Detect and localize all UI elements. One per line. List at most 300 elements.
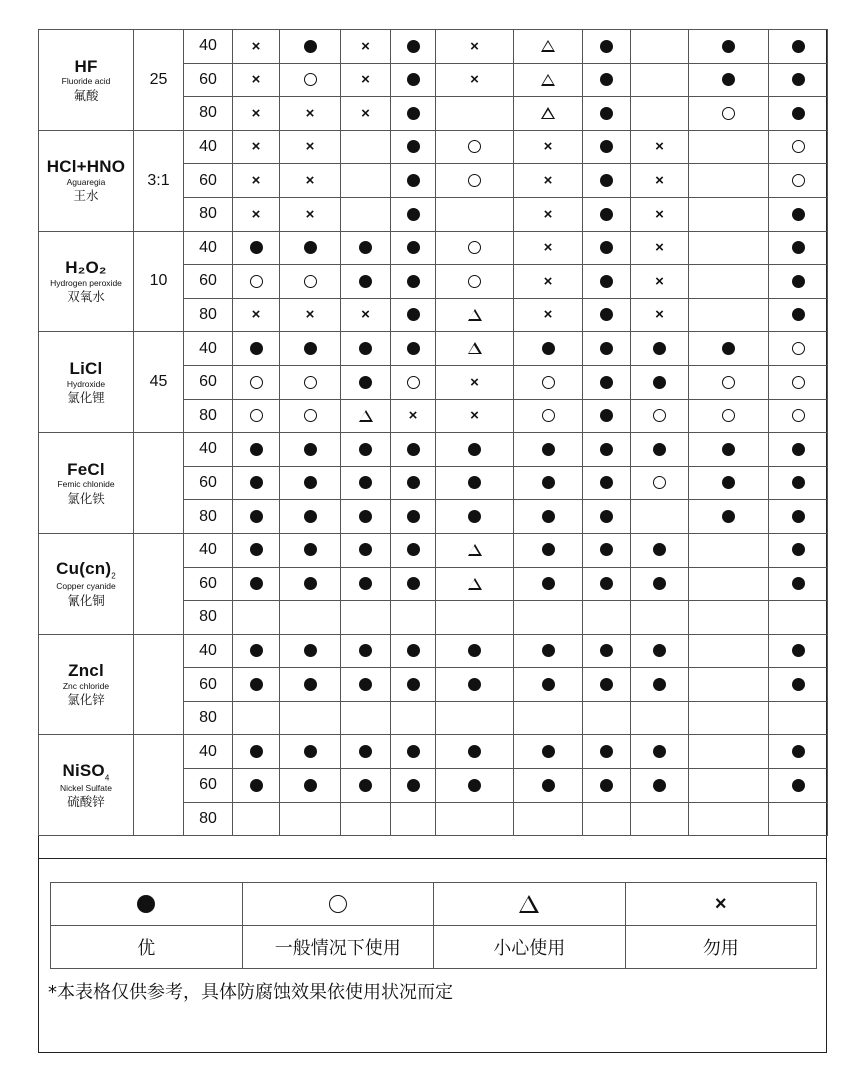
rating-cell <box>769 634 828 668</box>
cross-icon: × <box>251 306 261 324</box>
filled-circle-icon <box>792 73 805 86</box>
filled-circle-icon <box>359 476 372 489</box>
filled-circle-icon <box>542 644 555 657</box>
chemical-name-cell <box>39 130 134 231</box>
rating-cell <box>341 130 391 164</box>
rating-cell <box>514 97 583 131</box>
rating-cell <box>769 668 828 702</box>
rating-cell <box>233 634 280 668</box>
filled-circle-icon <box>250 443 263 456</box>
chemical-name-cell <box>39 634 134 735</box>
rating-cell <box>583 63 631 97</box>
rating-cell <box>583 97 631 131</box>
filled-circle-icon <box>600 476 613 489</box>
rating-cell <box>391 332 436 366</box>
filled-circle-icon <box>653 543 666 556</box>
legend-symbol-row <box>51 883 817 926</box>
cross-icon: × <box>543 138 553 156</box>
rating-cell <box>280 399 341 433</box>
filled-circle-icon <box>600 745 613 758</box>
filled-circle-icon <box>600 241 613 254</box>
chemical-resistance-table <box>38 29 828 836</box>
filled-circle-icon <box>407 510 420 523</box>
rating-cell <box>391 63 436 97</box>
filled-circle-icon <box>653 443 666 456</box>
rating-cell <box>341 332 391 366</box>
cross-icon: × <box>251 37 261 55</box>
cross-icon: × <box>305 138 315 156</box>
cross-icon: × <box>655 306 664 324</box>
rating-cell <box>689 668 769 702</box>
rating-cell <box>583 701 631 735</box>
rating-cell <box>769 365 828 399</box>
rating-cell <box>514 701 583 735</box>
rating-cell <box>689 433 769 467</box>
chemical-formula <box>39 762 133 783</box>
rating-cell <box>436 500 514 534</box>
rating-cell <box>514 164 583 198</box>
formula-text: H₂O₂ <box>65 258 107 278</box>
filled-circle-icon <box>304 779 317 792</box>
triangle-icon <box>541 40 555 52</box>
temperature-cell: 60 <box>184 466 233 500</box>
chinese-name: 氯化锌 <box>67 692 105 708</box>
filled-circle-icon <box>468 779 481 792</box>
cross-icon: × <box>470 407 479 425</box>
filled-circle-icon <box>407 577 420 590</box>
temperature-cell: 80 <box>184 399 233 433</box>
filled-circle-icon <box>468 510 481 523</box>
filled-circle-icon <box>600 678 613 691</box>
rating-cell <box>233 63 280 97</box>
rating-cell <box>583 197 631 231</box>
rating-cell <box>391 164 436 198</box>
rating-cell <box>769 433 828 467</box>
rating-cell <box>436 164 514 198</box>
rating-cell <box>280 130 341 164</box>
rating-cell <box>436 735 514 769</box>
rating-cell <box>514 332 583 366</box>
filled-circle-icon <box>600 779 613 792</box>
cross-icon: × <box>470 37 479 55</box>
chemical-name-cell <box>39 735 134 836</box>
filled-circle-icon <box>359 577 372 590</box>
rating-cell <box>769 399 828 433</box>
legend-symbol-cell <box>434 883 626 926</box>
rating-cell <box>583 30 631 64</box>
rating-cell <box>689 63 769 97</box>
rating-cell <box>631 231 689 265</box>
rating-cell <box>436 399 514 433</box>
filled-circle-icon <box>600 376 613 389</box>
rating-cell <box>233 164 280 198</box>
rating-cell <box>436 197 514 231</box>
filled-circle-icon <box>304 678 317 691</box>
rating-cell <box>631 433 689 467</box>
cross-icon: × <box>655 272 664 290</box>
temperature-cell: 60 <box>184 164 233 198</box>
table-row <box>39 735 828 769</box>
formula-text: FeCl <box>67 459 105 479</box>
rating-cell <box>689 500 769 534</box>
rating-cell <box>436 634 514 668</box>
rating-cell <box>341 197 391 231</box>
filled-circle-icon <box>542 779 555 792</box>
filled-circle-icon <box>542 476 555 489</box>
hollow-circle-icon <box>250 275 263 288</box>
filled-circle-icon <box>359 241 372 254</box>
filled-circle-icon <box>250 510 263 523</box>
temperature-cell: 60 <box>184 567 233 601</box>
rating-cell <box>689 332 769 366</box>
hollow-circle-icon <box>304 409 317 422</box>
chinese-name: 氯化铁 <box>67 490 105 506</box>
rating-cell <box>280 802 341 836</box>
filled-circle-icon <box>792 443 805 456</box>
rating-cell <box>514 30 583 64</box>
filled-circle-icon <box>359 543 372 556</box>
rating-cell <box>436 63 514 97</box>
rating-cell <box>631 802 689 836</box>
filled-circle-icon <box>304 40 317 53</box>
rating-cell <box>631 164 689 198</box>
rating-cell <box>280 197 341 231</box>
rating-cell <box>391 130 436 164</box>
triangle-icon <box>359 410 373 422</box>
hollow-circle-icon <box>653 476 666 489</box>
filled-circle-icon <box>359 644 372 657</box>
temperature-cell: 40 <box>184 433 233 467</box>
rating-cell <box>436 332 514 366</box>
rating-cell <box>769 332 828 366</box>
rating-cell <box>233 735 280 769</box>
temperature-cell: 40 <box>184 533 233 567</box>
filled-circle-icon <box>407 342 420 355</box>
rating-cell <box>391 466 436 500</box>
rating-cell <box>391 769 436 803</box>
filled-circle-icon <box>250 476 263 489</box>
hollow-circle-icon <box>468 275 481 288</box>
rating-cell <box>583 298 631 332</box>
rating-cell <box>436 769 514 803</box>
rating-cell <box>631 399 689 433</box>
rating-cell <box>436 533 514 567</box>
rating-cell <box>689 769 769 803</box>
rating-cell <box>769 601 828 635</box>
cross-icon: × <box>714 893 727 915</box>
filled-circle-icon <box>600 73 613 86</box>
filled-circle-icon <box>722 73 735 86</box>
rating-cell <box>341 399 391 433</box>
rating-cell <box>341 97 391 131</box>
legend-symbol-cell <box>51 883 243 926</box>
rating-cell <box>583 634 631 668</box>
filled-circle-icon <box>653 577 666 590</box>
temperature-cell: 80 <box>184 802 233 836</box>
filled-circle-icon <box>304 342 317 355</box>
rating-cell <box>631 500 689 534</box>
cross-icon: × <box>251 71 261 89</box>
rating-cell <box>436 802 514 836</box>
rating-cell <box>689 197 769 231</box>
rating-cell <box>391 735 436 769</box>
rating-cell <box>341 802 391 836</box>
rating-cell <box>233 332 280 366</box>
rating-cell <box>341 701 391 735</box>
rating-cell <box>514 298 583 332</box>
temperature-cell: 80 <box>184 298 233 332</box>
cross-icon: × <box>470 373 479 391</box>
chinese-name: 氟酸 <box>73 87 99 103</box>
hollow-circle-icon <box>722 409 735 422</box>
triangle-icon <box>468 544 482 556</box>
legend-label: 一般情况下使用 <box>242 926 434 969</box>
chemical-name-cell <box>39 332 134 433</box>
temperature-cell: 80 <box>184 701 233 735</box>
cross-icon: × <box>470 71 479 89</box>
rating-cell <box>436 130 514 164</box>
rating-cell <box>391 197 436 231</box>
hollow-circle-icon <box>250 376 263 389</box>
rating-cell <box>436 433 514 467</box>
concentration-cell <box>134 735 184 836</box>
rating-cell <box>631 769 689 803</box>
rating-cell <box>631 265 689 299</box>
rating-cell <box>769 63 828 97</box>
filled-circle-icon <box>407 174 420 187</box>
filled-circle-icon <box>250 543 263 556</box>
section-divider <box>38 858 827 859</box>
hollow-circle-icon <box>792 342 805 355</box>
filled-circle-icon <box>304 577 317 590</box>
rating-cell <box>689 802 769 836</box>
rating-cell <box>341 231 391 265</box>
rating-cell <box>689 365 769 399</box>
rating-cell <box>391 701 436 735</box>
filled-circle-icon <box>407 40 420 53</box>
filled-circle-icon <box>304 476 317 489</box>
rating-cell <box>583 466 631 500</box>
cross-icon: × <box>251 138 261 156</box>
english-name: Nickel Sulfate <box>60 782 112 793</box>
rating-cell <box>631 130 689 164</box>
concentration-cell: 10 <box>134 231 184 332</box>
table-row <box>39 533 828 567</box>
rating-cell <box>280 466 341 500</box>
filled-circle-icon <box>359 779 372 792</box>
filled-circle-icon <box>304 443 317 456</box>
table-row <box>39 231 828 265</box>
filled-circle-icon <box>722 40 735 53</box>
temperature-cell: 60 <box>184 265 233 299</box>
rating-cell <box>583 399 631 433</box>
rating-cell <box>233 769 280 803</box>
cross-icon: × <box>361 306 370 324</box>
cross-icon: × <box>251 205 261 223</box>
filled-circle-icon <box>792 745 805 758</box>
filled-circle-icon <box>722 443 735 456</box>
formula-text: NiSO <box>62 760 105 780</box>
rating-cell <box>280 701 341 735</box>
english-name: Copper cyanide <box>56 581 116 592</box>
temperature-cell: 60 <box>184 668 233 702</box>
rating-cell <box>391 601 436 635</box>
chinese-name: 氯化锂 <box>67 389 105 405</box>
filled-circle-icon <box>304 241 317 254</box>
filled-circle-icon <box>407 107 420 120</box>
rating-cell <box>631 601 689 635</box>
rating-cell <box>769 769 828 803</box>
filled-circle-icon <box>722 510 735 523</box>
rating-cell <box>689 466 769 500</box>
hollow-circle-icon <box>542 409 555 422</box>
filled-circle-icon <box>600 174 613 187</box>
legend-label: 勿用 <box>625 926 817 969</box>
cross-icon: × <box>361 104 370 122</box>
filled-circle-icon <box>250 644 263 657</box>
filled-circle-icon <box>600 409 613 422</box>
rating-cell <box>514 735 583 769</box>
rating-cell <box>689 399 769 433</box>
rating-cell <box>769 298 828 332</box>
concentration-cell <box>134 533 184 634</box>
rating-cell <box>436 567 514 601</box>
filled-circle-icon <box>407 779 420 792</box>
rating-cell <box>341 668 391 702</box>
filled-circle-icon <box>407 745 420 758</box>
chemical-formula <box>39 58 133 77</box>
rating-cell <box>391 433 436 467</box>
filled-circle-icon <box>722 342 735 355</box>
rating-cell <box>583 500 631 534</box>
rating-cell <box>391 668 436 702</box>
rating-cell <box>514 567 583 601</box>
rating-cell <box>583 265 631 299</box>
filled-circle-icon <box>792 476 805 489</box>
filled-circle-icon <box>792 678 805 691</box>
filled-circle-icon <box>407 644 420 657</box>
rating-cell <box>514 265 583 299</box>
rating-cell <box>341 298 391 332</box>
english-name: Znc chloride <box>62 680 110 691</box>
rating-cell <box>233 265 280 299</box>
cross-icon: × <box>543 239 553 257</box>
chemical-formula <box>39 662 133 681</box>
rating-cell <box>631 466 689 500</box>
filled-circle-icon <box>407 543 420 556</box>
filled-circle-icon <box>468 443 481 456</box>
rating-cell <box>631 701 689 735</box>
filled-circle-icon <box>600 510 613 523</box>
filled-circle-icon <box>542 342 555 355</box>
rating-cell <box>280 634 341 668</box>
rating-cell <box>769 466 828 500</box>
cross-icon: × <box>543 205 553 223</box>
triangle-icon <box>541 74 555 86</box>
rating-cell <box>631 30 689 64</box>
filled-circle-icon <box>600 342 613 355</box>
temperature-cell: 80 <box>184 500 233 534</box>
rating-cell <box>514 63 583 97</box>
filled-circle-icon <box>600 40 613 53</box>
hollow-circle-icon <box>304 275 317 288</box>
legend-label-row <box>51 926 817 969</box>
rating-cell <box>341 567 391 601</box>
rating-cell <box>436 466 514 500</box>
chemical-formula <box>39 461 133 480</box>
rating-cell <box>280 433 341 467</box>
rating-cell <box>514 197 583 231</box>
filled-circle-icon <box>653 678 666 691</box>
rating-cell <box>769 231 828 265</box>
triangle-icon <box>541 107 555 119</box>
english-name: Hydroxide <box>66 378 106 389</box>
filled-circle-icon <box>304 644 317 657</box>
rating-cell <box>689 735 769 769</box>
rating-cell <box>436 601 514 635</box>
hollow-circle-icon <box>792 140 805 153</box>
english-name: Hydrogen peroxide <box>50 277 122 288</box>
hollow-circle-icon <box>250 409 263 422</box>
filled-circle-icon <box>792 510 805 523</box>
filled-circle-icon <box>468 678 481 691</box>
rating-cell <box>631 298 689 332</box>
rating-cell <box>769 130 828 164</box>
cross-icon: × <box>655 239 664 257</box>
temperature-cell: 60 <box>184 63 233 97</box>
rating-cell <box>341 634 391 668</box>
english-name: Fluoride acid <box>61 76 111 87</box>
formula-text: HF <box>74 56 98 76</box>
rating-cell <box>391 30 436 64</box>
rating-cell <box>583 365 631 399</box>
rating-cell <box>689 130 769 164</box>
rating-cell <box>391 399 436 433</box>
rating-cell <box>436 97 514 131</box>
formula-text: Cu(cn) <box>56 559 112 579</box>
rating-cell <box>280 601 341 635</box>
filled-circle-icon <box>407 275 420 288</box>
rating-cell <box>689 601 769 635</box>
rating-cell <box>233 433 280 467</box>
cross-icon: × <box>655 205 664 223</box>
rating-cell <box>233 567 280 601</box>
filled-circle-icon <box>600 208 613 221</box>
hollow-circle-icon <box>468 174 481 187</box>
rating-cell <box>341 735 391 769</box>
temperature-cell: 80 <box>184 601 233 635</box>
hollow-circle-icon <box>468 241 481 254</box>
legend-label: 小心使用 <box>434 926 626 969</box>
triangle-icon <box>468 309 482 321</box>
rating-cell <box>341 30 391 64</box>
table-row <box>39 130 828 164</box>
filled-circle-icon <box>468 745 481 758</box>
cross-icon: × <box>251 104 261 122</box>
cross-icon: × <box>543 272 553 290</box>
rating-cell <box>689 164 769 198</box>
filled-circle-icon <box>542 678 555 691</box>
rating-cell <box>233 802 280 836</box>
temperature-cell: 40 <box>184 634 233 668</box>
filled-circle-icon <box>304 543 317 556</box>
filled-circle-icon <box>250 779 263 792</box>
rating-cell <box>631 533 689 567</box>
rating-cell <box>233 97 280 131</box>
filled-circle-icon <box>653 342 666 355</box>
rating-cell <box>583 433 631 467</box>
hollow-circle-icon <box>792 174 805 187</box>
